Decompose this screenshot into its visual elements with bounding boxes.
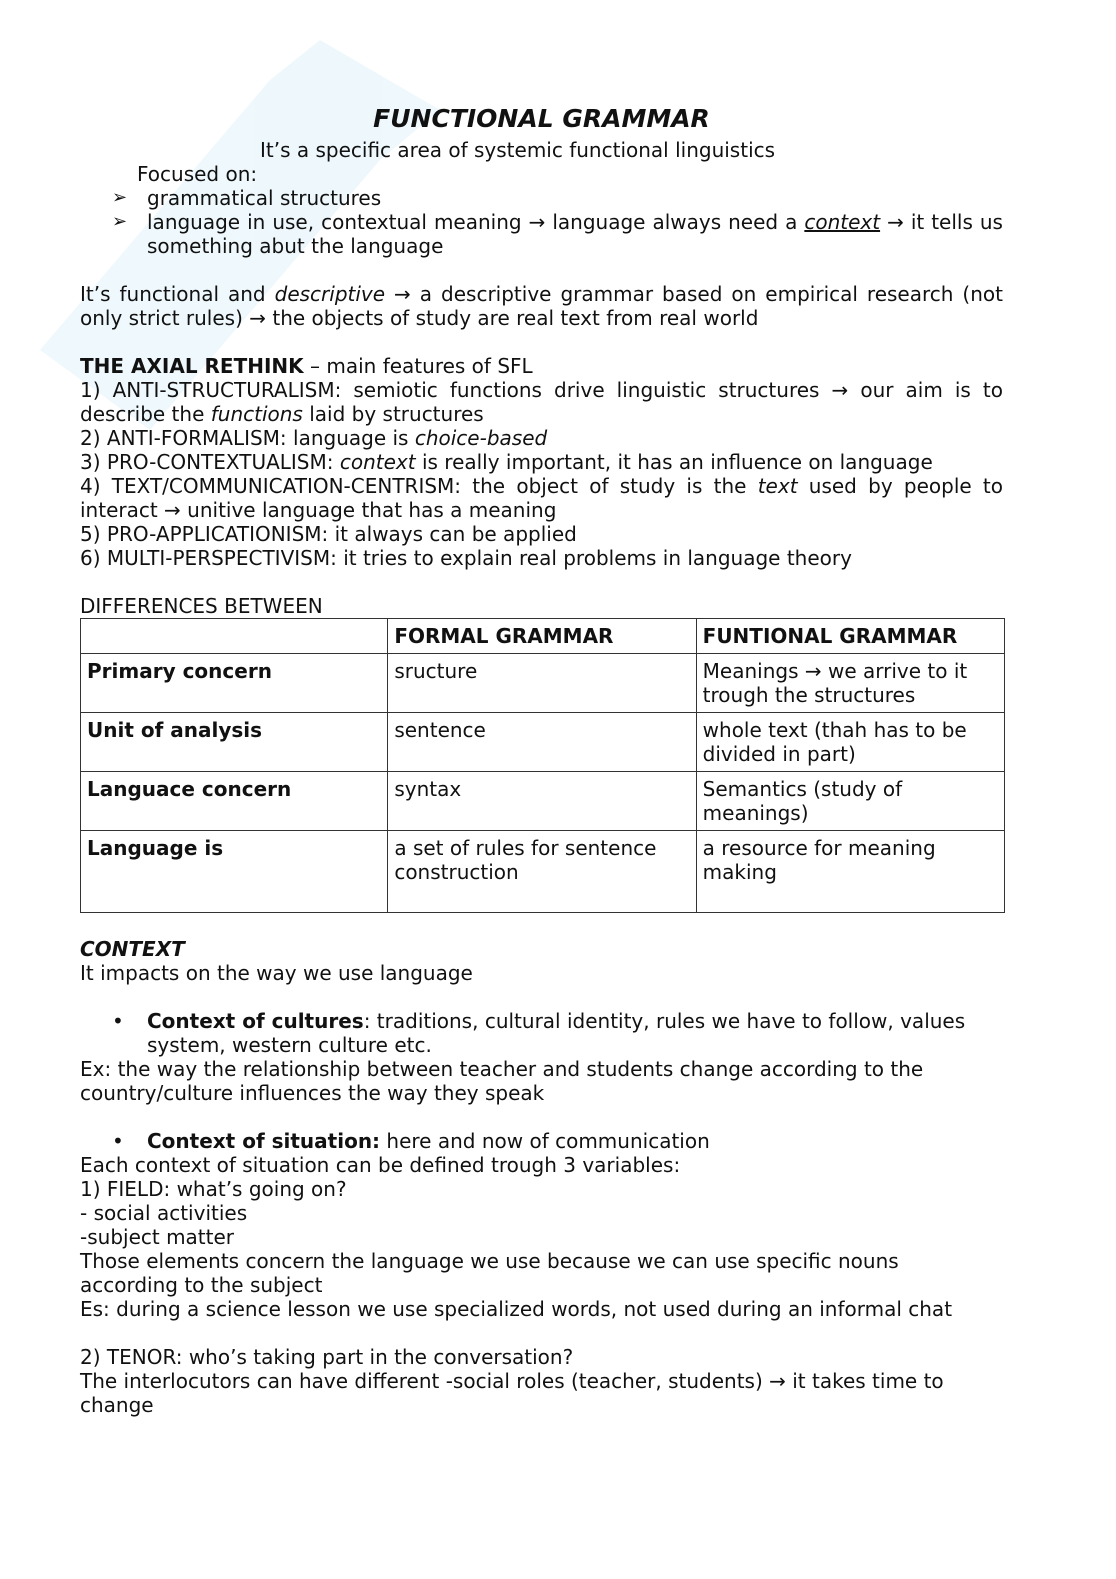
table-cell: Semantics (study of meanings): [696, 772, 1004, 831]
bullet-icon: •: [112, 1009, 124, 1033]
table-row: [81, 831, 1005, 913]
table-cell: Languace concern: [81, 772, 388, 831]
situation-line: 1) FIELD: what’s going on?: [80, 1177, 347, 1201]
context-situation-list: [80, 1129, 1003, 1153]
table-cell: Meanings → we arrive to it trough the structures: [696, 654, 1004, 713]
table-cell: syntax: [388, 772, 696, 831]
page-subtitle: It’s a specific area of systemic functional linguistics: [260, 138, 776, 162]
arrow-bullet-icon: ➢: [112, 211, 128, 232]
context-heading: CONTEXT: [80, 937, 185, 961]
list-item: 6) MULTI-PERSPECTIVISM: it tries to explain real problems in language theory: [80, 546, 852, 570]
bullet-icon: •: [112, 1129, 124, 1153]
culture-example: Ex: the way the relationship between teacher and students change according to the country/culture influences the way they speak: [80, 1057, 924, 1105]
table-header-cell: FORMAL GRAMMAR: [388, 619, 696, 654]
tenor-line: The interlocutors can have different -social roles (teacher, students) → it takes time to change: [80, 1369, 944, 1417]
situation-line: Each context of situation can be defined trough 3 variables:: [80, 1153, 681, 1177]
table-cell: whole text (thah has to be divided in part): [696, 713, 1004, 772]
table-cell: sructure: [388, 654, 696, 713]
table-row: [81, 772, 1005, 831]
list-item: ➢ grammatical structures: [112, 186, 382, 210]
table-cell: a set of rules for sentence construction: [388, 831, 696, 913]
table-cell: Unit of analysis: [81, 713, 388, 772]
situation-line: Those elements concern the language we use because we can use specific nouns according to the subject: [80, 1249, 899, 1297]
situation-line: -subject matter: [80, 1225, 235, 1249]
axial-heading: THE AXIAL RETHINK – main features of SFL: [80, 354, 533, 378]
context-culture-list: [80, 1009, 1003, 1057]
tenor-line: 2) TENOR: who’s taking part in the conversation?: [80, 1345, 574, 1369]
document-page: [80, 104, 1003, 1417]
context-intro: It impacts on the way we use language: [80, 961, 473, 985]
list-item: 2) ANTI-FORMALISM: language is choice-based: [80, 426, 548, 450]
list-item: 1) ANTI-STRUCTURALISM: semiotic functions drive linguistic structures → our aim is to describe the functions laid by structures: [80, 378, 1003, 426]
focused-on-label: Focused on:: [137, 162, 258, 186]
list-item: • Context of situation: here and now of communication: [112, 1129, 710, 1153]
differences-table: [80, 618, 1005, 913]
intro-paragraph: It’s functional and descriptive → a descriptive grammar based on empirical research (not only strict rules) → the objects of study are real text from real world: [80, 282, 1003, 330]
page-title: FUNCTIONAL GRAMMAR: [373, 104, 710, 133]
table-row: [81, 654, 1005, 713]
table-header-row: [81, 619, 1005, 654]
axial-list: [80, 378, 1003, 570]
table-cell: a resource for meaning making: [696, 831, 1004, 913]
table-header-cell: FUNTIONAL GRAMMAR: [696, 619, 1004, 654]
arrow-bullet-icon: ➢: [112, 187, 128, 208]
table-cell: Primary concern: [81, 654, 388, 713]
list-item: 5) PRO-APPLICATIONISM: it always can be applied: [80, 522, 577, 546]
focus-list: [80, 186, 1003, 258]
table-row: [81, 713, 1005, 772]
list-item: 4) TEXT/COMMUNICATION-CENTRISM: the object of study is the text used by people to interact → unitive language that has a meaning: [80, 474, 1004, 522]
list-item: • Context of cultures: traditions, cultural identity, rules we have to follow, values system, western culture etc.: [112, 1009, 966, 1057]
situation-line: - social activities: [80, 1201, 248, 1225]
situation-line: Es: during a science lesson we use specialized words, not used during an informal chat: [80, 1297, 953, 1321]
differences-label: DIFFERENCES BETWEEN: [80, 594, 323, 618]
table-cell: Language is: [81, 831, 388, 913]
table-header-cell: [81, 619, 388, 654]
table-cell: sentence: [388, 713, 696, 772]
list-item: ➢ language in use, contextual meaning → language always need a context → it tells us something abut the language: [112, 210, 1003, 258]
list-item: 3) PRO-CONTEXTUALISM: context is really important, it has an influence on language: [80, 450, 933, 474]
